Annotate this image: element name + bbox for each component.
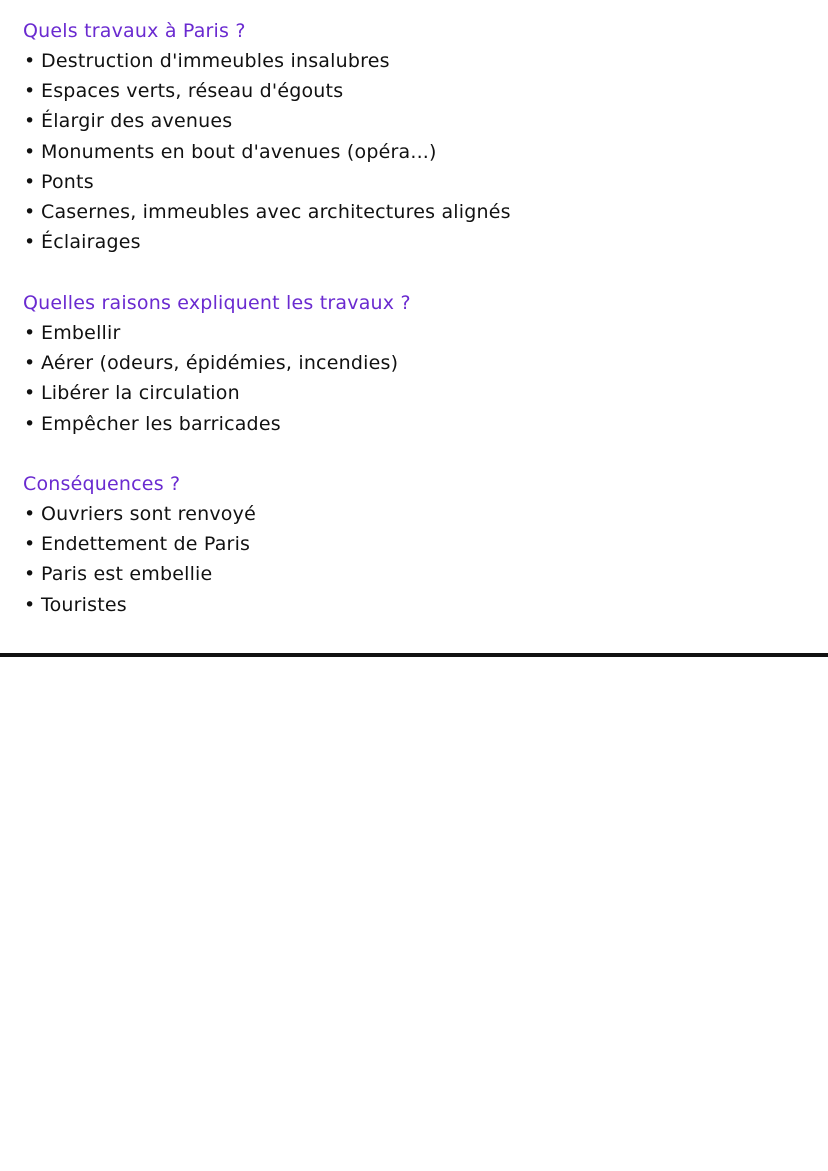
- list-item: [23, 409, 803, 439]
- section-travaux: [23, 16, 803, 257]
- list-item-text: Ponts: [41, 170, 94, 193]
- list-item-text: Endettement de Paris: [41, 533, 251, 556]
- list-item-text: Empêcher les barricades: [41, 412, 281, 435]
- bullet-icon: •: [24, 50, 36, 72]
- list-item-text: Destruction d'immeubles insalubres: [41, 50, 390, 72]
- bullet-icon: •: [24, 352, 36, 375]
- bullet-icon: •: [24, 503, 36, 525]
- section-raisons: [23, 288, 803, 439]
- section-heading: Conséquences ?: [23, 473, 181, 495]
- list-item: [23, 106, 803, 136]
- bullet-icon: •: [24, 231, 36, 254]
- list-item: [23, 559, 803, 589]
- horizontal-divider: [0, 653, 828, 657]
- bullet-icon: •: [24, 170, 36, 193]
- list-item: [23, 76, 803, 106]
- list-item: [23, 590, 803, 620]
- list-item-text: Touristes: [41, 593, 127, 616]
- list-item-text: Embellir: [41, 322, 121, 344]
- bullet-icon: •: [24, 533, 36, 556]
- list-item: [23, 167, 803, 197]
- list-item-text: Paris est embellie: [41, 563, 213, 586]
- bullet-icon: •: [24, 110, 36, 133]
- list-item: [23, 529, 803, 559]
- bullet-list: [23, 499, 803, 620]
- list-item: [23, 348, 803, 378]
- list-item-text: Espaces verts, réseau d'égouts: [41, 80, 344, 103]
- bullet-icon: •: [24, 412, 36, 435]
- list-item: [23, 499, 803, 529]
- bullet-list: [23, 318, 803, 439]
- list-item-text: Libérer la circulation: [41, 382, 240, 405]
- list-item-text: Éclairages: [41, 231, 141, 254]
- bullet-icon: •: [24, 200, 36, 223]
- bullet-icon: •: [24, 140, 36, 163]
- list-item-text: Ouvriers sont renvoyé: [41, 503, 256, 525]
- list-item: [23, 197, 803, 227]
- list-item: [23, 227, 803, 257]
- bullet-icon: •: [24, 80, 36, 103]
- section-heading: Quelles raisons expliquent les travaux ?: [23, 292, 411, 314]
- bullet-list: [23, 46, 803, 257]
- list-item-text: Casernes, immeubles avec architectures alignés: [41, 200, 511, 223]
- list-item: [23, 378, 803, 408]
- list-item-text: Monuments en bout d'avenues (opéra...): [41, 140, 437, 163]
- list-item: [23, 137, 803, 167]
- list-item: [23, 318, 803, 348]
- section-consequences: [23, 469, 803, 620]
- bullet-icon: •: [24, 382, 36, 405]
- list-item-text: Élargir des avenues: [41, 110, 233, 133]
- list-item: [23, 46, 803, 76]
- bullet-icon: •: [24, 593, 36, 616]
- list-item-text: Aérer (odeurs, épidémies, incendies): [41, 352, 399, 375]
- section-heading: Quels travaux à Paris ?: [23, 20, 246, 42]
- bullet-icon: •: [24, 563, 36, 586]
- bullet-icon: •: [24, 322, 36, 344]
